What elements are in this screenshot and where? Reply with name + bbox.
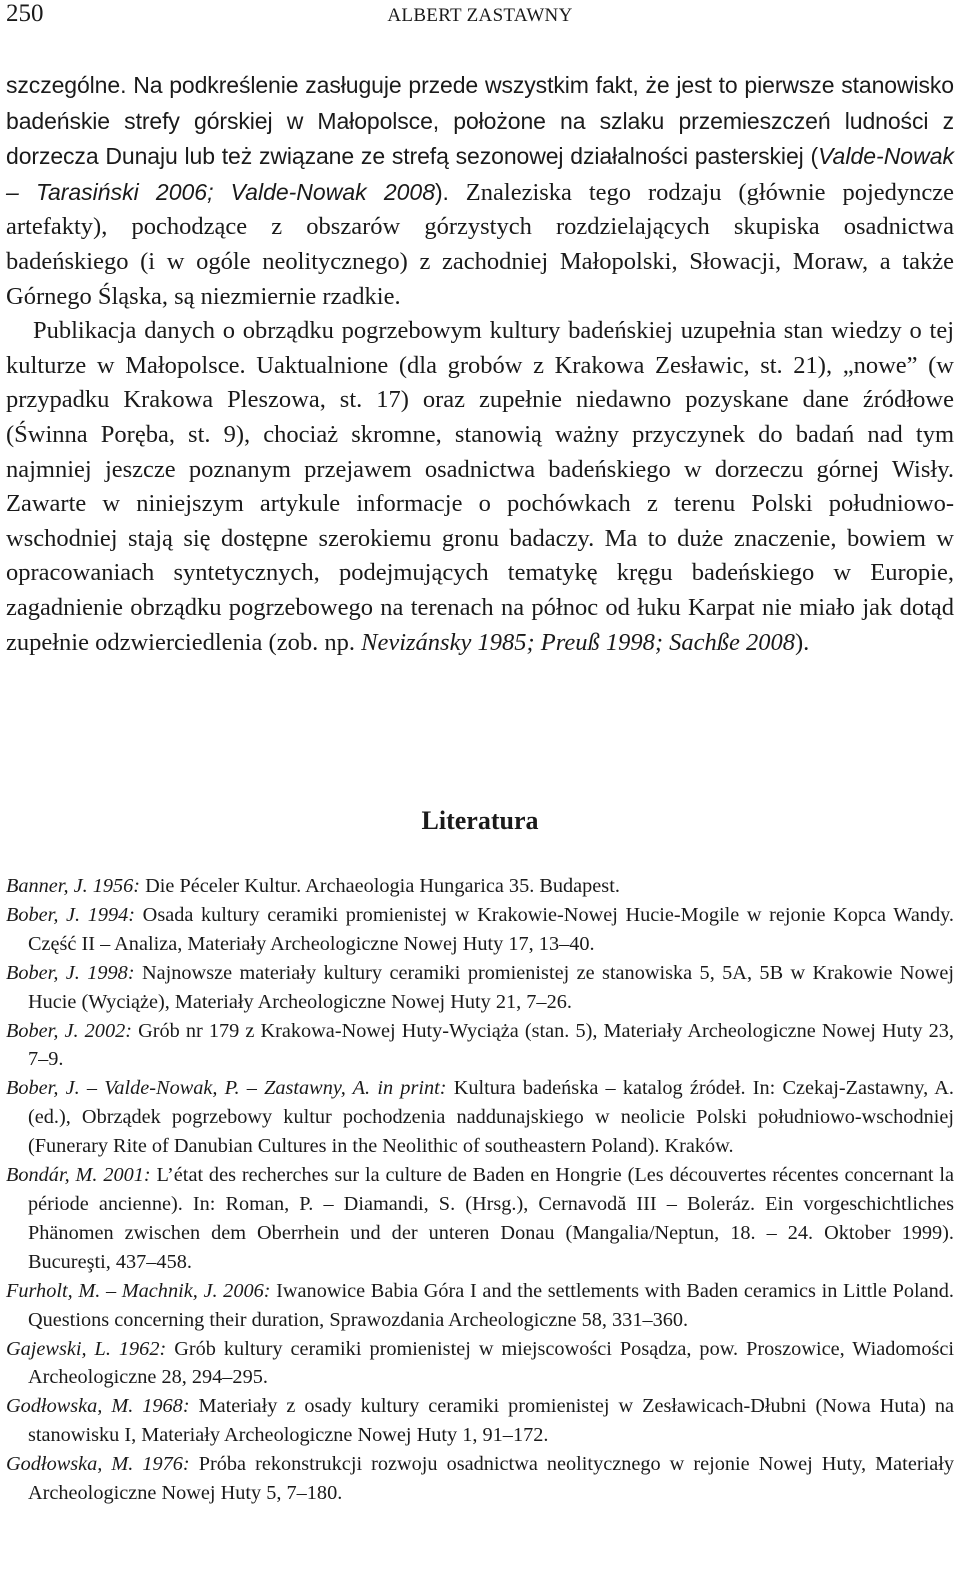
reference-author: Bober, J. 1994: [6, 903, 136, 926]
reference-entry [6, 872, 954, 901]
paragraph-2-citation-close: ). [794, 628, 810, 656]
reference-entry [6, 1161, 954, 1277]
paragraph-1-citation-close: ). [435, 178, 449, 205]
paragraph-2 [6, 314, 954, 660]
reference-entry [6, 1335, 954, 1393]
reference-text: Die Péceler Kultur. Archaeologia Hungarica 35. Budapest. [140, 875, 620, 897]
reference-author: Bober, J. 1998: [6, 961, 135, 984]
reference-entry [6, 901, 954, 959]
reference-text: L’état des recherches sur la culture de Baden en Hongrie (Les découvertes récentes concernant la période ancienne). In: Roman, P. – Diamandi, S. (Hrsg.), Cernavodă III – Boleráz. Ein vorgeschichtliches Phänomen zwischen dem Oberrhein und der unteren Donau (Mangalia/Neptun, 18. – 24. Oktober 1999). Bucureşti, 437–458. [28, 1164, 954, 1273]
reference-text: Iwanowice Babia Góra I and the settlements with Baden ceramics in Little Poland. Questions concerning their duration, Sprawozdania Archeologiczne 58, 331–360. [28, 1279, 954, 1331]
citation-nevizansky: Nevizánsky 1985; Preuß 1998; Sachße 2008 [361, 628, 795, 656]
reference-author: Godłowska, M. 1976: [6, 1453, 190, 1476]
section-title-literatura: Literatura [421, 806, 539, 835]
reference-entry [6, 959, 954, 1017]
reference-text: Próba rekonstrukcji rozwoju osadnictwa neolitycznego w rejonie Nowej Huty, Materiały Archeologiczne Nowej Huty 5, 7–180. [28, 1453, 954, 1505]
reference-entry [6, 1074, 954, 1161]
paragraph-1 [6, 68, 954, 314]
reference-text: Grób kultury ceramiki promienistej w miejscowości Posądza, pow. Proszowice, Wiadomości Archeologiczne 28, 294–295. [28, 1337, 955, 1389]
reference-author: Gajewski, L. 1962: [6, 1337, 167, 1360]
reference-author: Bober, J. 2002: [6, 1019, 132, 1042]
body-text [6, 68, 954, 660]
reference-entry [6, 1392, 954, 1450]
paragraph-1-sentence-1: szczególne. Na podkreślenie zasługuje przede wszystkim fakt, że jest to pierwsze stanowisko badeńskie strefy górskiej w Małopolsce, położone na szlaku przemieszczeń ludności z dorzecza Dunaju lub też związane ze strefą sezonowej działalności pasterskiej ( [6, 72, 954, 170]
page-number: 250 [6, 0, 44, 27]
reference-text: Najnowsze materiały kultury ceramiki promienistej ze stanowiska 5, 5A, 5B w Krakowie Nowej Hucie (Wyciąże), Materiały Archeologiczne Nowej Huty 21, 7–26. [28, 961, 954, 1013]
reference-entry [6, 1017, 954, 1075]
citation-valde-nowak: Valde-Nowak – Tarasiński 2006; Valde-Nowak 2008 [6, 143, 954, 205]
reference-author: Furholt, M. – Machnik, J. 2006: [6, 1279, 271, 1302]
bibliography [6, 872, 954, 1508]
reference-author: Bober, J. – Valde-Nowak, P. – Zastawny, A. in print: [6, 1077, 447, 1100]
reference-text: Grób nr 179 z Krakowa-Nowej Huty-Wyciąża (stan. 5), Materiały Archeologiczne Nowej Huty 23, 7–9. [28, 1019, 954, 1071]
reference-text: Materiały z osady kultury ceramiki promienistej w Zesławicach-Dłubni (Nowa Huta) na stanowisku I, Materiały Archeologiczne Nowej Huty 1, 91–172. [28, 1395, 954, 1447]
page-header [6, 0, 954, 36]
paragraph-1-sentence-2: Znaleziska tego rodzaju (głównie pojedyncze artefakty), pochodzące z obszarów górzystych rozdzielających skupiska osadnictwa badeńskiego (i w ogóle neolitycznego) z zachodniej Małopolski, Słowacji, Moraw, a także Górnego Śląska, są niezmiernie rzadkie. [6, 178, 954, 310]
running-head: ALBERT ZASTAWNY [387, 5, 573, 26]
reference-entry [6, 1450, 954, 1508]
reference-author: Banner, J. 1956: [6, 875, 141, 897]
reference-entry [6, 1277, 954, 1335]
reference-author: Godłowska, M. 1968: [6, 1395, 190, 1418]
reference-text: Osada kultury ceramiki promienistej w Krakowie-Nowej Hucie-Mogile w rejonie Kopca Wandy. Część II – Analiza, Materiały Archeologiczne Nowej Huty 17, 13–40. [28, 903, 954, 955]
paragraph-2-text: Publikacja danych o obrządku pogrzebowym kultury badeńskiej uzupełnia stan wiedzy o tej kulturze w Małopolsce. Uaktualnione (dla grobów z Krakowa Zesławic, st. 21), „nowe” (w przypadku Krakowa Pleszowa, st. 17) oraz zupełnie niedawno pozyskane dane źródłowe (Świnna Poręba, st. 9), chociaż skromne, stanowią ważny przyczynek do badań nad tym najmniej jeszcze poznanym przejawem osadnictwa badeńskiego w dorzeczu górnej Wisły. Zawarte w niniejszym artykule informacje o pochówkach z terenu Polski południowo-wschodniej stają się dostępne szerokiemu gronu badaczy. Ma to duże znaczenie, bowiem w opracowaniach syntetycznych, podejmujących tematykę kręgu badeńskiego w Europie, zagadnienie obrządku pogrzebowego na terenach na północ od łuku Karpat nie miało jak dotąd zupełnie odzwierciedlenia (zob. np. [6, 317, 954, 656]
reference-text: Kultura badeńska – katalog źródeł. In: Czekaj-Zastawny, A. (ed.), Obrządek pogrzebowy kultur pochodzenia naddunajskiego w neolicie Polski południowo-wschodniej (Funerary Rite of Danubian Cultures in the Neolithic of southeastern Poland). Kraków. [28, 1077, 954, 1158]
reference-author: Bondár, M. 2001: [6, 1164, 151, 1187]
